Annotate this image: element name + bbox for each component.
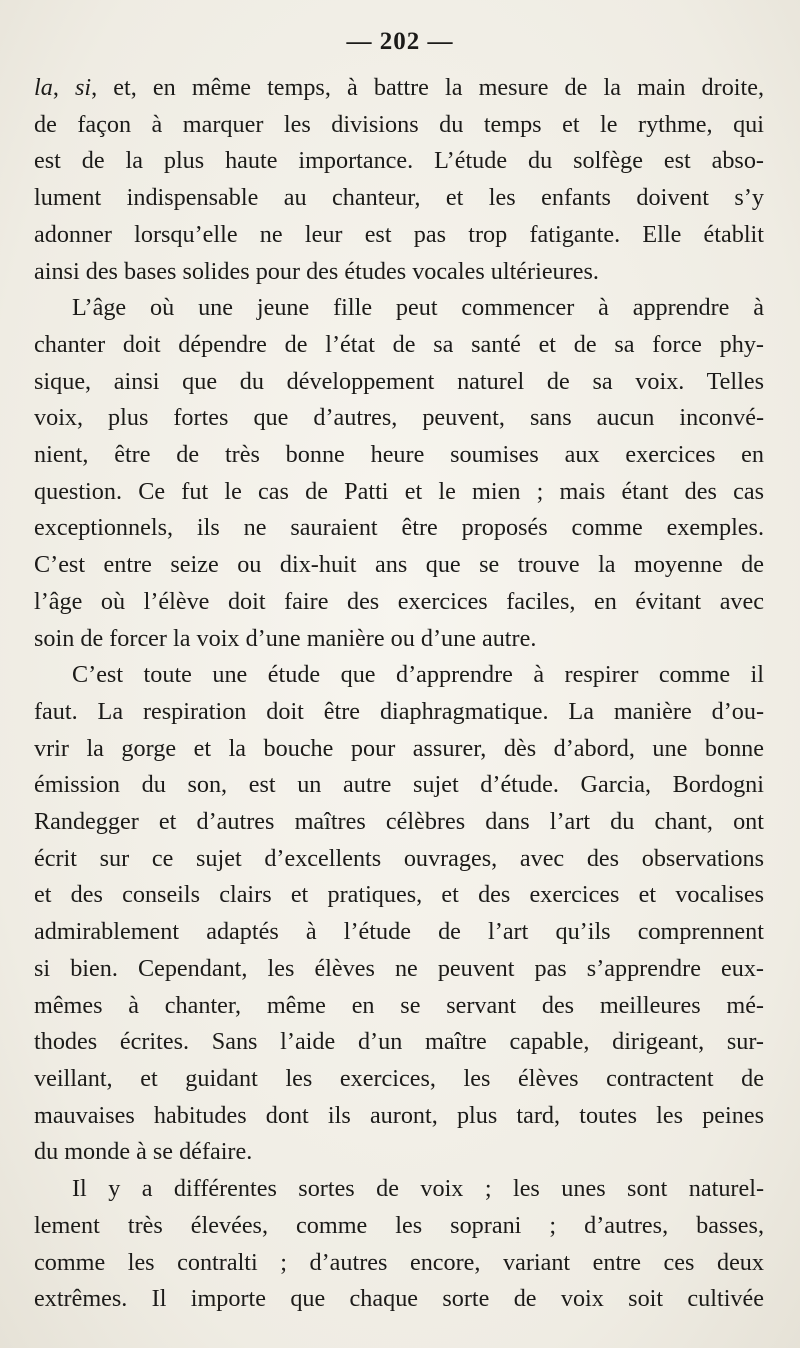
text-line: faut. La respiration doit être diaphragmatique. La manière d’ou- bbox=[34, 697, 764, 725]
text-line: si bien. Cependant, les élèves ne peuvent pas s’apprendre eux- bbox=[34, 954, 764, 982]
text-line: thodes écrites. Sans l’aide d’un maître capable, dirigeant, sur- bbox=[34, 1028, 764, 1056]
page-number: — 202 — bbox=[346, 28, 454, 55]
text-line: mêmes à chanter, même en se servant des meilleures mé- bbox=[34, 991, 764, 1019]
text-line: mauvaises habitudes dont ils auront, plus tard, toutes les peines bbox=[34, 1101, 764, 1129]
text-line: soin de forcer la voix d’une manière ou d’une autre. bbox=[34, 624, 537, 652]
text-line: extrêmes. Il importe que chaque sorte de voix soit cultivée bbox=[34, 1285, 764, 1313]
text-line: la, si, et, en même temps, à battre la mesure de la main droite, bbox=[34, 74, 765, 101]
text-line: du monde à se défaire. bbox=[34, 1138, 253, 1166]
text-line: est de la plus haute importance. L’étude du solfège est abso- bbox=[34, 147, 764, 175]
text-line: veillant, et guidant les exercices, les élèves contractent de bbox=[34, 1064, 764, 1092]
text-line: admirablement adaptés à l’étude de l’art qu’ils comprennent bbox=[34, 918, 764, 946]
text-line: chanter doit dépendre de l’état de sa santé et de sa force phy- bbox=[34, 330, 764, 358]
text-line: voix, plus fortes que d’autres, peuvent, sans aucun inconvé- bbox=[34, 404, 764, 432]
text-line: et des conseils clairs et pratiques, et des exercices et vocalises bbox=[34, 881, 764, 909]
text-line: Randegger et d’autres maîtres célèbres dans l’art du chant, ont bbox=[34, 808, 764, 836]
text-line: lument indispensable au chanteur, et les enfants doivent s’y bbox=[34, 184, 764, 212]
paragraph-2 bbox=[34, 290, 764, 657]
page-body bbox=[34, 70, 764, 1318]
text-line: écrit sur ce sujet d’excellents ouvrages, avec des observations bbox=[34, 844, 764, 872]
text-line: sique, ainsi que du développement naturel de sa voix. Telles bbox=[34, 367, 764, 395]
text-line: comme les contralti ; d’autres encore, variant entre ces deux bbox=[34, 1248, 764, 1276]
text-line: L’âge où une jeune fille peut commencer à apprendre à bbox=[72, 294, 764, 322]
text-line: C’est entre seize ou dix-huit ans que se trouve la moyenne de bbox=[34, 551, 764, 579]
text-line: Il y a différentes sortes de voix ; les unes sont naturel- bbox=[72, 1175, 764, 1203]
text-line: l’âge où l’élève doit faire des exercices faciles, en évitant avec bbox=[34, 587, 764, 615]
paragraph-4 bbox=[34, 1171, 764, 1318]
paragraph-1 bbox=[34, 70, 764, 290]
text-line: C’est toute une étude que d’apprendre à respirer comme il bbox=[72, 661, 764, 689]
text-line: question. Ce fut le cas de Patti et le mien ; mais étant des cas bbox=[34, 477, 764, 505]
text-line: lement très élevées, comme les soprani ; d’autres, basses, bbox=[34, 1211, 764, 1239]
text-line: adonner lorsqu’elle ne leur est pas trop fatigante. Elle établit bbox=[34, 220, 764, 248]
text-line: ainsi des bases solides pour des études vocales ultérieures. bbox=[34, 257, 599, 285]
text-line: exceptionnels, ils ne sauraient être proposés comme exemples. bbox=[34, 514, 764, 542]
text-line: nient, être de très bonne heure soumises aux exercices en bbox=[34, 441, 764, 469]
text-line: de façon à marquer les divisions du temps et le rythme, qui bbox=[34, 110, 764, 138]
paragraph-3 bbox=[34, 657, 764, 1171]
text-line: vrir la gorge et la bouche pour assurer, dès d’abord, une bonne bbox=[34, 734, 764, 762]
text-line: émission du son, est un autre sujet d’étude. Garcia, Bordogni bbox=[34, 771, 764, 799]
